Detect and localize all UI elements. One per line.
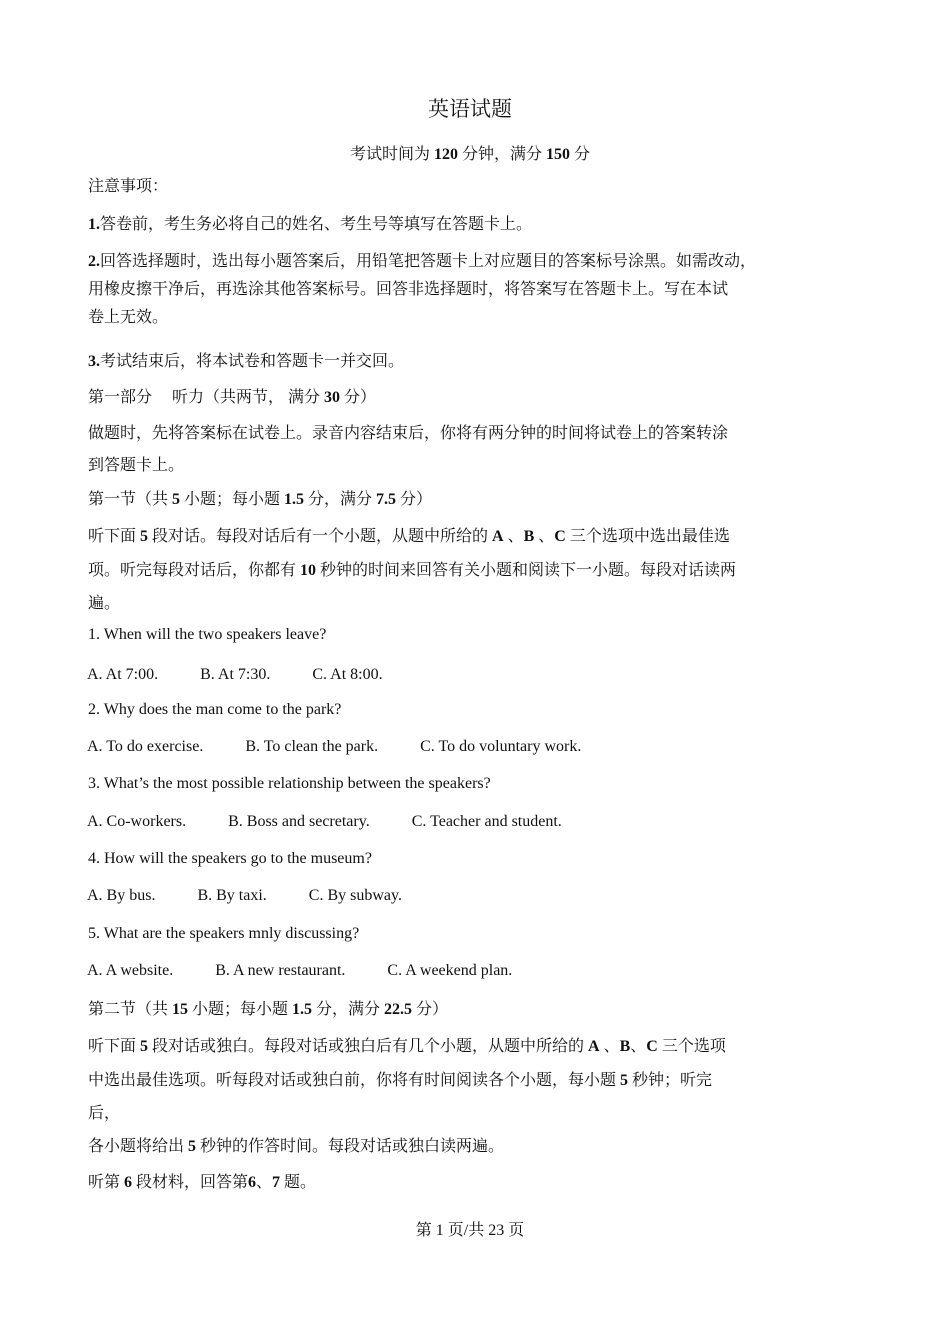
answer-option: B. By taxi. [197,887,267,904]
paragraph-line [88,700,341,720]
paragraph-line [88,252,756,272]
text: 第一节（共 [88,491,173,508]
bold-text: 2. [88,253,100,270]
text: 后， [88,1105,121,1122]
bold-text: 1. [88,216,100,233]
text: 5. What are the speakers mnly discussing? [88,925,360,942]
bold-text: B [523,528,535,545]
text: 考试时间为 [349,146,434,163]
paragraph-line [88,1071,712,1091]
bold-text: 1.5 [284,491,305,508]
bold-text: C [554,528,566,545]
text: 、 [534,528,555,545]
text: 段对话或独白。每段对话或独白后有几个小题，从题中所给的 [148,1038,589,1055]
answer-options [87,886,444,906]
text: 分） [340,389,377,406]
text: 分 [570,146,591,163]
text: 各小题将给出 [88,1138,189,1155]
text: 小题；每小题 [180,491,285,508]
text: 、 [599,1038,620,1055]
bold-text: A [588,1038,600,1055]
bold-text: A [492,528,504,545]
text: 听下面 [88,528,141,545]
paragraph-line [88,280,728,300]
bold-text: 15 [172,1001,189,1018]
bold-text: 5 [140,528,149,545]
text: 卷上无效。 [88,309,169,326]
text: 听第 [88,1174,125,1191]
paragraph-line [88,1000,448,1020]
answer-option: C. By subway. [308,887,402,904]
text: 秒钟；听完 [628,1072,713,1089]
paragraph-line [88,177,168,197]
text: 分钟，满分 [457,146,546,163]
paragraph-line [88,774,491,794]
paragraph-line [88,456,184,476]
answer-option: C. To do voluntary work. [420,738,582,755]
text: 注意事项： [88,178,169,195]
paragraph-line [88,527,730,547]
text: 小题；每小题 [188,1001,293,1018]
answer-options [87,961,554,981]
answer-option: A. At 7:00. [87,666,159,683]
answer-option: C. A weekend plan. [387,962,513,979]
bold-text: 7 [272,1174,281,1191]
bold-text: 10 [300,562,317,579]
bold-text: 5 [172,491,181,508]
bold-text: 5 [140,1038,149,1055]
text: 段材料，回答第 [132,1174,249,1191]
bold-text: 3. [88,353,100,370]
paragraph-line [88,352,404,372]
text: 段对话。每段对话后有一个小题，从题中所给的 [148,528,493,545]
text: 项。听完每段对话后，你都有 [88,562,301,579]
text: 4. How will the speakers go to the museum? [88,850,372,867]
bold-text: 30 [324,389,341,406]
paragraph-line [88,215,532,235]
answer-option: A. By bus. [87,887,156,904]
page-number: 第 1 页/共 23 页 [415,1222,525,1239]
bold-text: B [619,1038,631,1055]
bold-text: 6 [248,1174,257,1191]
paragraph-line [88,924,359,944]
paragraph-line [88,625,326,645]
text: 回答选择题时，选出每小题答案后，用铅笔把答题卡上对应题目的答案标号涂黑。如需改动， [100,253,757,270]
bold-text: 5 [188,1138,197,1155]
text: 分，满分 [312,1001,385,1018]
answer-options [87,737,623,757]
bold-text: 7.5 [376,491,397,508]
bold-text: 22.5 [384,1001,413,1018]
paragraph-line [88,1137,504,1157]
text: 分） [396,491,433,508]
text: 2. Why does the man come to the park? [88,701,342,718]
paragraph-line [88,849,372,869]
text: 三个选项中选出最佳选 [565,528,730,545]
text: 答卷前，考生务必将自己的姓名、考生号等填写在答题卡上。 [100,216,533,233]
paragraph-line [88,1104,120,1124]
bold-text: 5 [620,1072,629,1089]
paragraph-line [88,561,736,581]
text: 题。 [280,1174,317,1191]
text: 1. When will the two speakers leave? [88,626,327,643]
bold-text: 1.5 [292,1001,313,1018]
text: 到答题卡上。 [88,457,185,474]
text: 第一部分 听力（共两节， 满分 [88,389,325,406]
paragraph-line [88,1037,726,1057]
paragraph-line [88,490,432,510]
answer-option: C. At 8:00. [312,666,383,683]
text: 分） [412,1001,449,1018]
answer-option: B. Boss and secretary. [228,813,370,830]
answer-option: B. A new restaurant. [215,962,346,979]
text: 秒钟的作答时间。每段对话或独白读两遍。 [196,1138,505,1155]
exam-info [0,145,940,165]
answer-options [87,812,604,832]
text: 听下面 [88,1038,141,1055]
answer-option: C. Teacher and student. [411,813,562,830]
text: 第二节（共 [88,1001,173,1018]
bold-text: C [646,1038,658,1055]
text: 遍。 [88,595,121,612]
bold-text: 150 [546,146,570,163]
answer-options [87,665,425,685]
answer-option: A. A website. [87,962,174,979]
answer-option: A. Co-workers. [87,813,187,830]
page-title: 英语试题 [428,97,512,121]
text: 秒钟的时间来回答有关小题和阅读下一小题。每段对话读两 [316,562,737,579]
answer-option: B. At 7:30. [200,666,271,683]
answer-option: B. To clean the park. [245,738,379,755]
bold-text: 120 [433,146,458,163]
bold-text: 6 [124,1174,133,1191]
paragraph-line [88,308,168,328]
text: 中选出最佳选项。听每段对话或独白前，你将有时间阅读各个小题，每小题 [88,1072,621,1089]
text: 做题时，先将答案标在试卷上。录音内容结束后，你将有两分钟的时间将试卷上的答案转涂 [88,425,729,442]
text: 、 [256,1174,273,1191]
text: 三个选项 [657,1038,726,1055]
paragraph-line [88,1173,316,1193]
paragraph-line [88,594,120,614]
text: 用橡皮擦干净后，再选涂其他答案标号。回答非选择题时，将答案写在答题卡上。写在本试 [88,281,729,298]
text: 分，满分 [304,491,377,508]
paragraph-line [88,424,728,444]
text: 考试结束后，将本试卷和答题卡一并交回。 [100,353,405,370]
text: 3. What’s the most possible relationship between the speakers? [88,775,491,792]
answer-option: A. To do exercise. [87,738,204,755]
paragraph-line [88,388,376,408]
text: 、 [503,528,524,545]
text: 、 [630,1038,647,1055]
